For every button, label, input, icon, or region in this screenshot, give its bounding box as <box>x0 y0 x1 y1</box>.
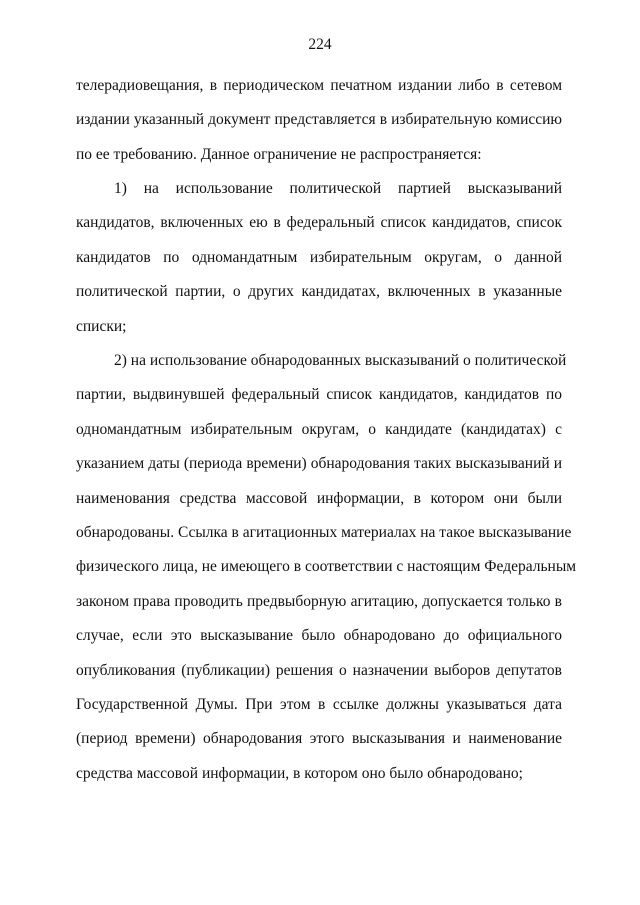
text-line: указанием даты (периода времени) обнародования таких высказываний и <box>76 455 562 473</box>
list-item-2 <box>76 344 577 791</box>
text-line: телерадиовещания, в периодическом печатном издании либо в сетевом <box>76 77 562 94</box>
text-line: средства массовой информации, в котором оно было обнародовано; <box>76 764 523 782</box>
text-line: опубликования (публикации) решения о назначении выборов депутатов <box>76 661 562 679</box>
text-line: политической партии, о других кандидатах, включенных в указанные <box>76 283 562 301</box>
text-line: 2) на использование обнародованных высказываний о политической <box>114 352 567 369</box>
text-line: партии, выдвинувшей федеральный список кандидатов, кандидатов по <box>76 386 562 404</box>
text-line: наименования средства массовой информации, в котором они были <box>76 489 562 507</box>
text-line: издании указанный документ представляется в избирательную комиссию <box>76 111 562 129</box>
text-line: кандидатов по одномандатным избирательным округам, о данной <box>76 248 562 266</box>
text-line: по ее требованию. Данное ограничение не распространяется: <box>76 145 482 163</box>
text-line: (период времени) обнародования этого высказывания и наименование <box>76 730 562 748</box>
list-item-1 <box>76 172 562 344</box>
text-line: случае, если это высказывание было обнародовано до официального <box>76 627 562 645</box>
text-line: списки; <box>76 317 127 335</box>
text-line: законом права проводить предвыборную агитацию, допускается только в <box>76 592 562 610</box>
text-line: одномандатным избирательным округам, о кандидате (кандидатах) с <box>76 420 562 438</box>
text-line: кандидатов, включенных ею в федеральный список кандидатов, список <box>76 214 562 232</box>
text-line: физического лица, не имеющего в соответствии с настоящим Федеральным <box>76 558 577 576</box>
page-number: 224 <box>308 36 332 53</box>
text-line: обнародованы. Ссылка в агитационных материалах на такое высказывание <box>76 523 572 541</box>
text-line: 1) на использование политической партией высказываний <box>114 180 562 197</box>
paragraph-continuation <box>76 69 562 172</box>
text-line: Государственной Думы. При этом в ссылке должны указываться дата <box>76 695 562 713</box>
